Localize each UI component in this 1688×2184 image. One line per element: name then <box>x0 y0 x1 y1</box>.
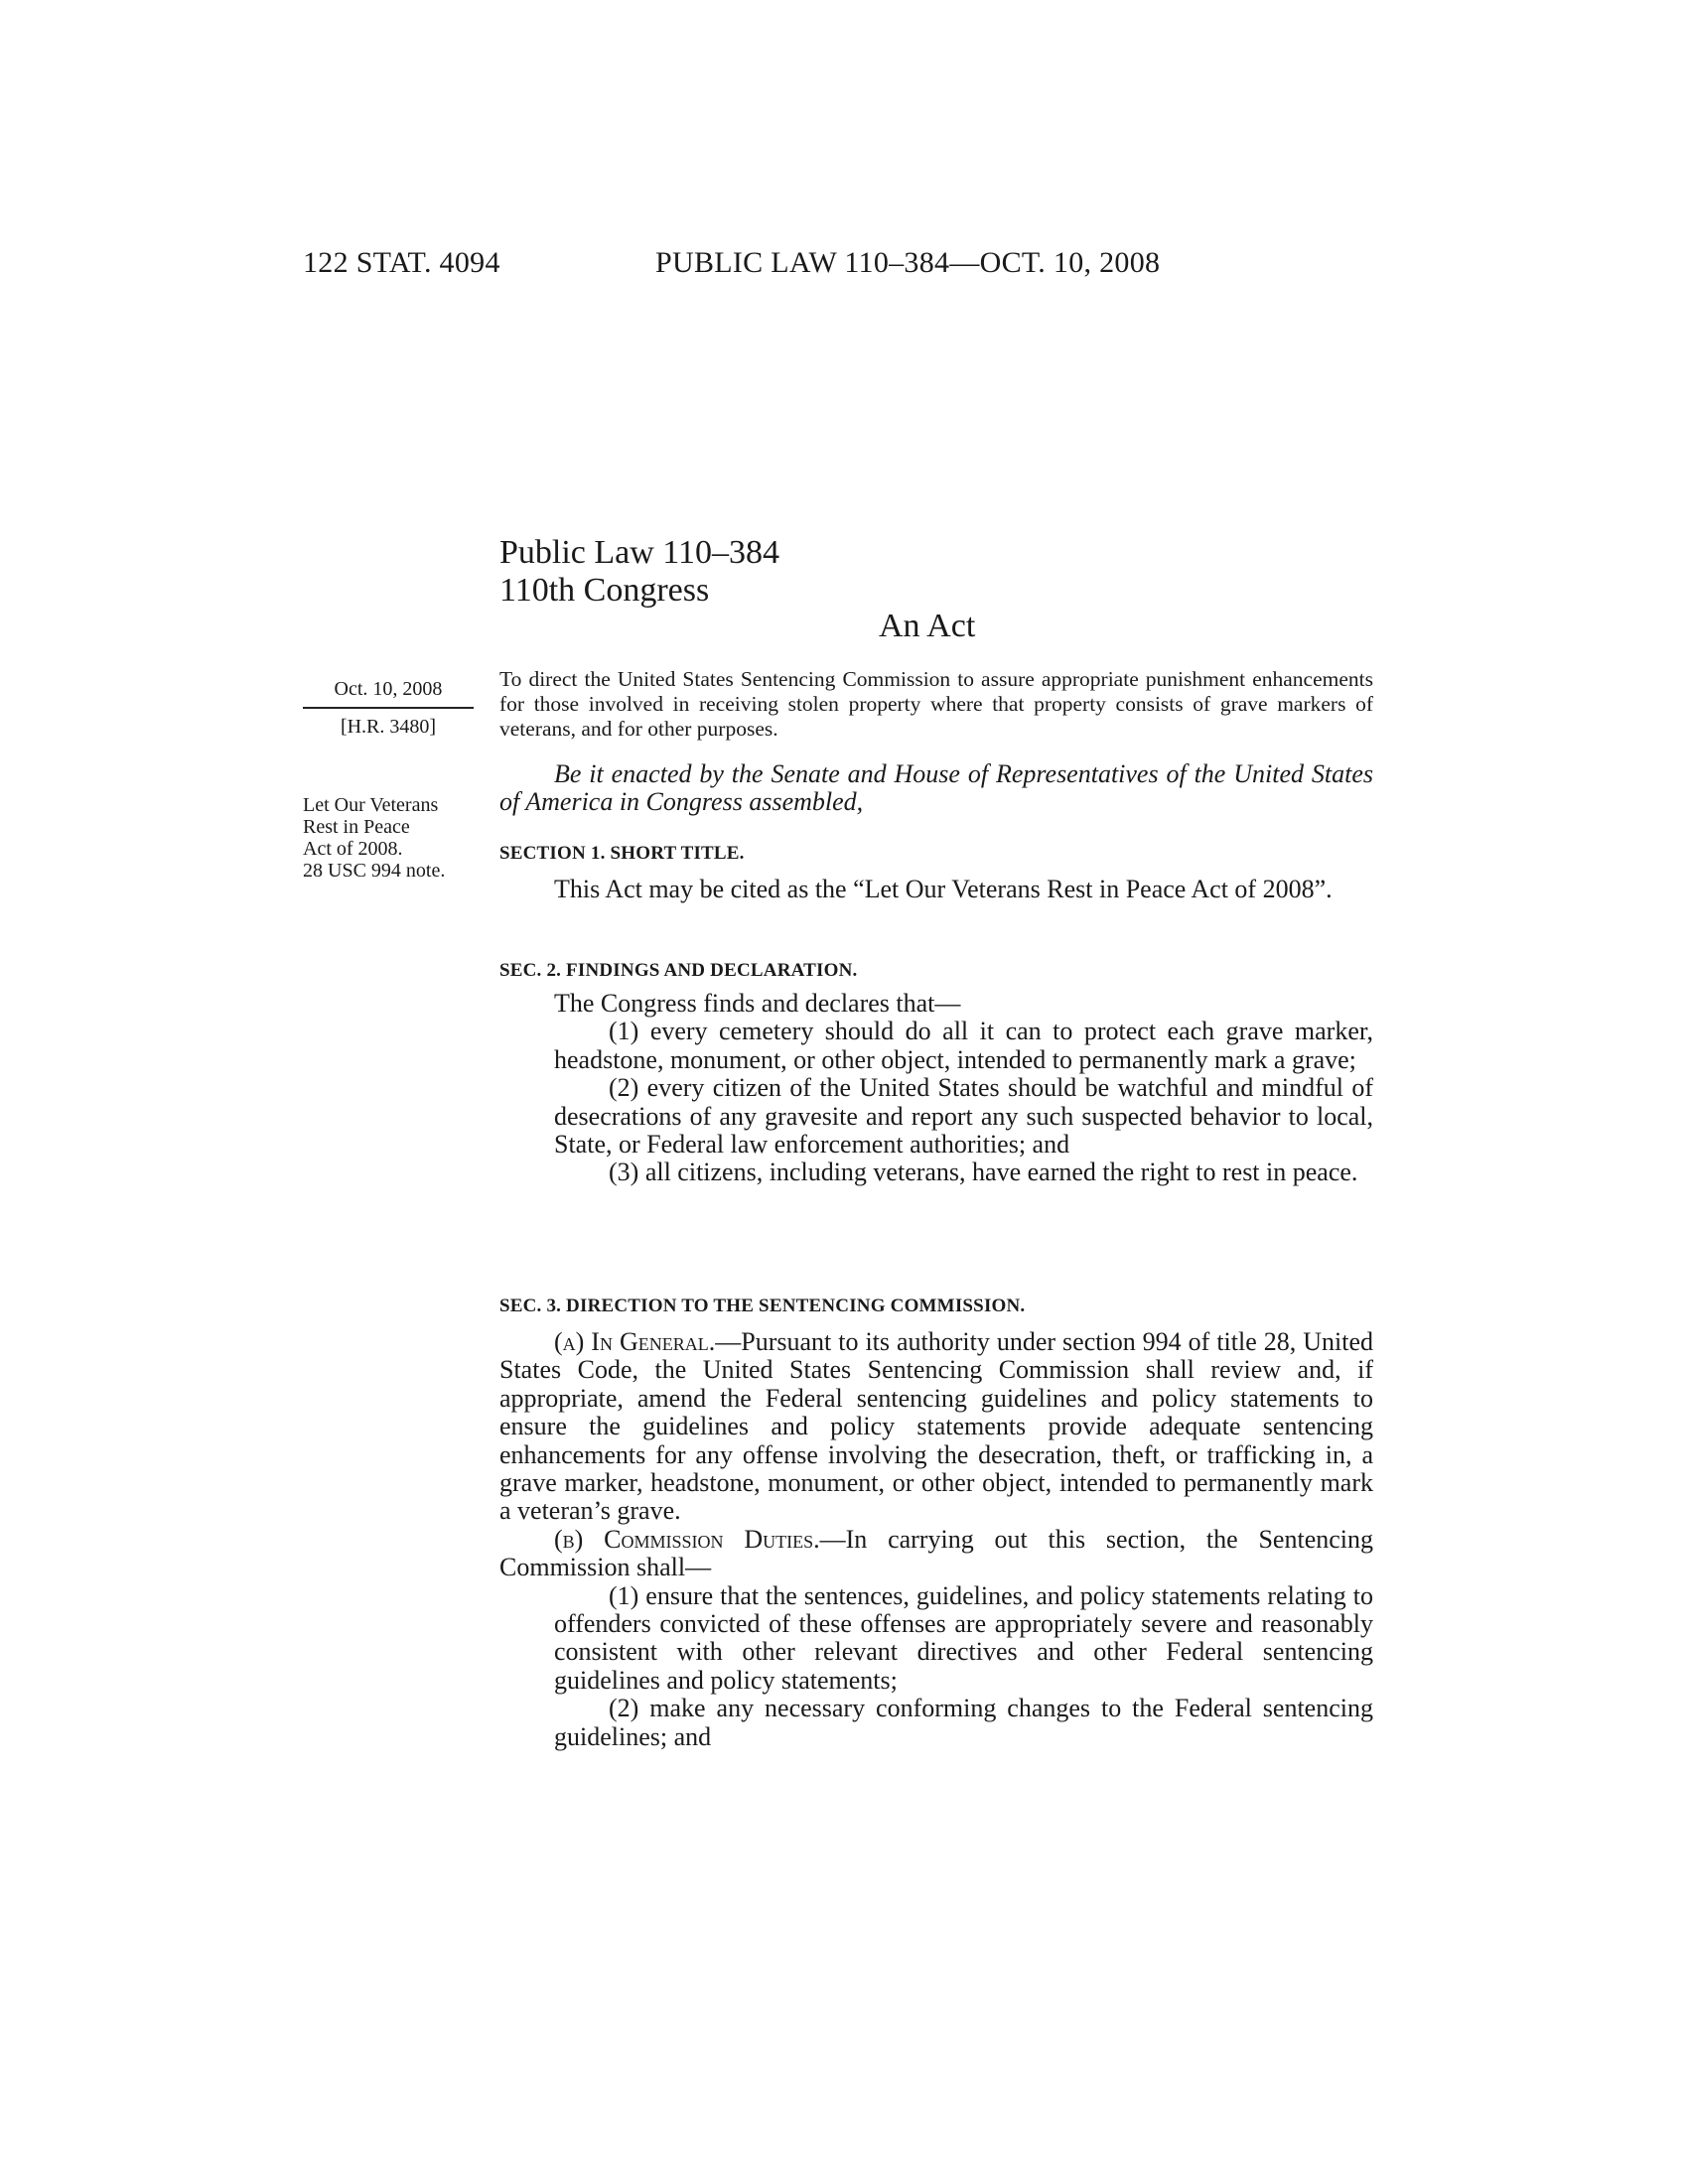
section-2-intro: The Congress finds and declares that— <box>554 989 961 1018</box>
section-1-text: This Act may be cited as the “Let Our Veterans Rest in Peace Act of 2008”. <box>554 875 1333 903</box>
section-2-body <box>499 990 1373 1187</box>
enacting-clause: Be it enacted by the Senate and House of Representatives of the United States of America in Congress assembled, <box>499 759 1373 817</box>
subsection-b-label: (b) Commission Duties. <box>554 1524 820 1554</box>
section-3-body <box>499 1328 1373 1751</box>
subsection-b <box>499 1526 1373 1582</box>
act-label: An Act <box>879 608 976 644</box>
subsection-b-text: —In carrying out this section, the Sentencing Commission shall— <box>499 1524 1373 1582</box>
section-2-heading: SEC. 2. FINDINGS AND DECLARATION. <box>499 960 858 981</box>
finding-item: (3) all citizens, including veterans, have earned the right to rest in peace. <box>609 1158 1358 1187</box>
finding-item: (1) every cemetery should do all it can to protect each grave marker, headstone, monument, or other object, intended to permanently mark a grave; <box>554 1017 1373 1074</box>
purpose-statement: To direct the United States Sentencing Commission to assure appropriate punishment enhancements for those involved in receiving stolen property where that property consists of grave markers of veterans, and for other purposes. <box>499 667 1373 741</box>
section-3-heading: SEC. 3. DIRECTION TO THE SENTENCING COMMISSION. <box>499 1296 1026 1316</box>
duty-item: (2) make any necessary conforming changes to the Federal sentencing guidelines; and <box>554 1694 1373 1751</box>
law-number: Public Law 110–384 <box>499 534 780 571</box>
margin-note-line: Rest in Peace <box>303 816 410 838</box>
finding-item: (2) every citizen of the United States should be watchful and mindful of desecrations of any gravesite and report any such suspected behavior to local, State, or Federal law enforcement authorities; and <box>554 1073 1373 1160</box>
margin-short-title-note <box>303 794 482 882</box>
running-header: PUBLIC LAW 110–384—OCT. 10, 2008 <box>655 246 1161 279</box>
subsection-a-text: —Pursuant to its authority under section 994 of title 28, United States Code, the United States Sentencing Commission shall review and, if appropriate, amend the Federal sentencing guidelines and policy statements to ensure the guidelines and policy statements provide adequate sentencing enhancements for any offense involving the desecration, theft, or trafficking in, a grave marker, headstone, monument, or other object, intended to permanently mark a veteran’s grave. <box>499 1327 1374 1526</box>
duty-item: (1) ensure that the sentences, guidelines, and policy statements relating to offenders convicted of these offenses are appropriately severe and reasonably consistent with other relevant directives and other Federal sentencing guidelines and policy statements; <box>554 1580 1373 1695</box>
margin-note-line: Act of 2008. <box>303 838 403 860</box>
margin-date: Oct. 10, 2008 <box>334 678 443 700</box>
margin-note-line: 28 USC 994 note. <box>303 860 446 882</box>
margin-bill-number: [H.R. 3480] <box>340 716 437 738</box>
section-1-heading: SECTION 1. SHORT TITLE. <box>499 843 745 864</box>
subsection-a-label: (a) In General. <box>554 1327 716 1356</box>
subsection-a <box>499 1328 1373 1526</box>
margin-note-line: Let Our Veterans <box>303 794 439 816</box>
margin-divider <box>303 707 474 709</box>
congress-label: 110th Congress <box>499 572 710 609</box>
page-citation: 122 STAT. 4094 <box>303 246 500 279</box>
